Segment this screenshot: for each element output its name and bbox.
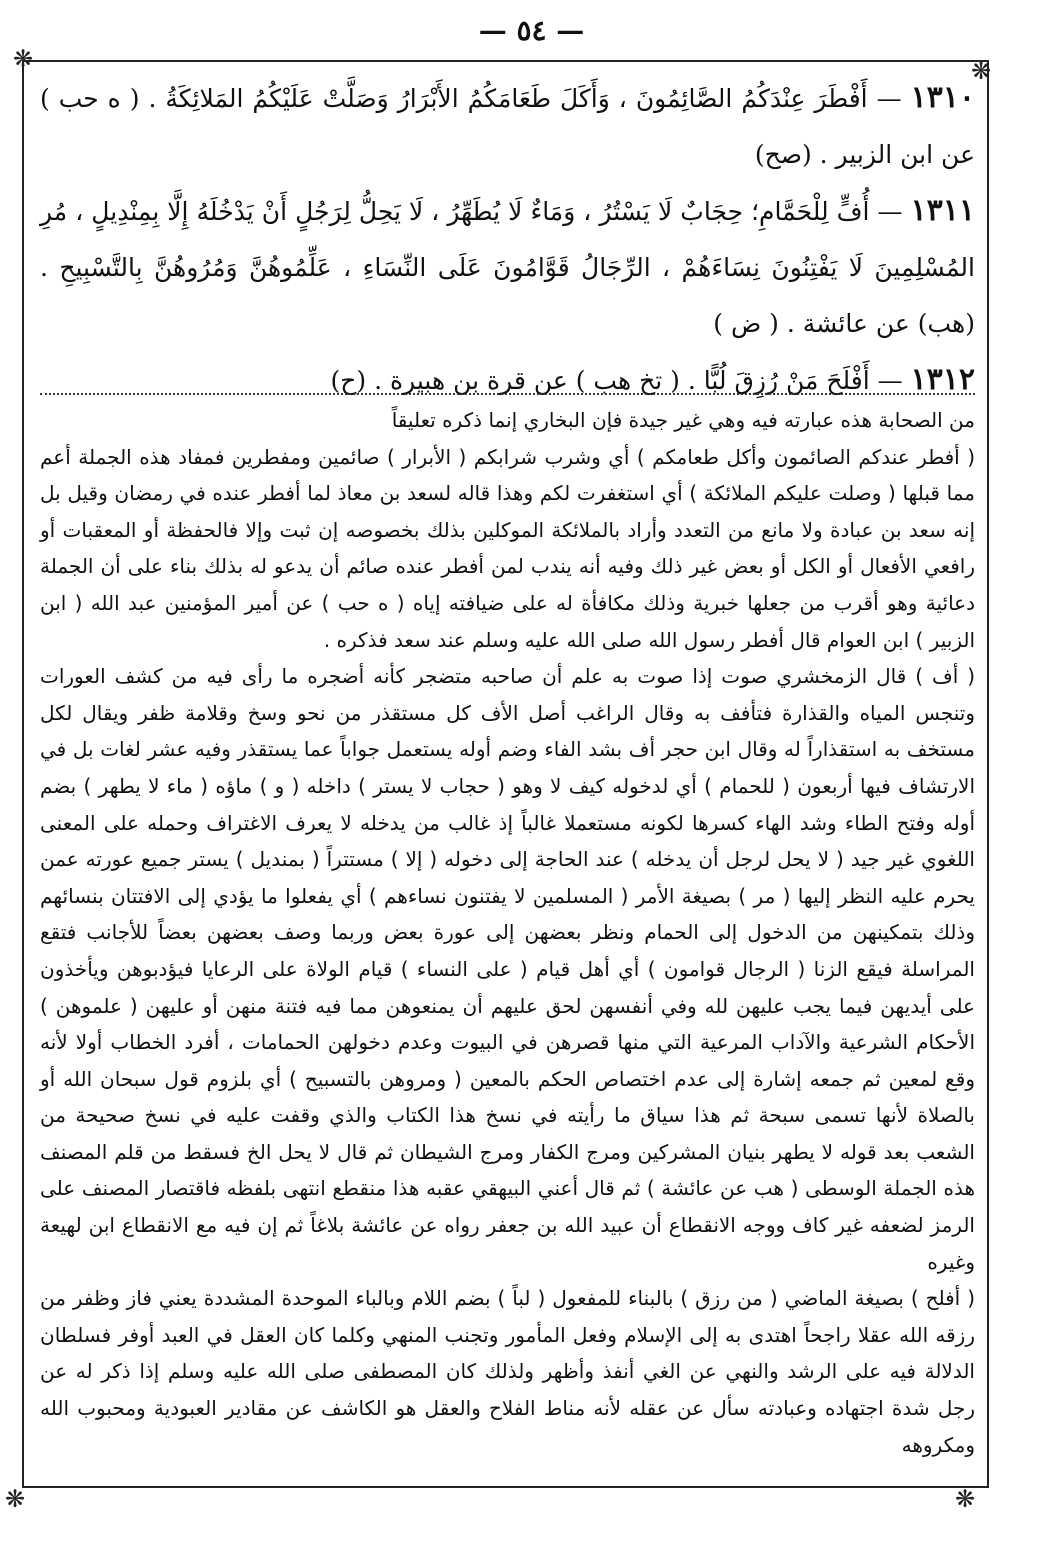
hadith-number: ١٣١٠ bbox=[910, 80, 975, 115]
page-number: — ٥٤ — bbox=[478, 14, 585, 47]
commentary-paragraph: ( أفلح ) بصيغة الماضي ( من رزق ) بالبناء للمفعول ( لباً ) بضم اللام وبالباء الموحدة المشددة يعني فاز وظفر من رزقه الله عقلا راجحاً اهتدى به إلى الإسلام وفعل المأمور وتجنب المنهي وكلما كان العقل في العبد أوفر فسلطان الدلالة فيه على الرشد والنهي عن الغي أنفذ وأظهر ولذلك كان المصطفى صلى الله عليه وسلم إذا ذكر له عن رجل شدة اجتهاده وعبادته سأل عن عقله لأنه مناط الفلاح والعقل هو الكاشف عن مقادير العبودية ومحبوب الله ومكروهه bbox=[40, 1286, 975, 1457]
commentary-section bbox=[40, 402, 975, 1463]
hadith-number: ١٣١٢ bbox=[910, 362, 975, 397]
hadith-number: ١٣١١ bbox=[910, 193, 975, 228]
flourish-ornament-icon: ❋ bbox=[12, 45, 34, 73]
commentary-paragraph: ( أف ) قال الزمخشري صوت إذا صوت به علم أن صاحبه متضجر كأنه أضجره ما رأى فيه من كشف العورات وتنجس المياه والقذارة فتأفف به وقال الراغب أصل الأف كل مستقذر من نحو وسخ وقلامة ظفر ويقال لكل مستخف به استقذاراً له وقال ابن حجر أف بشد الفاء وضم أوله يستعمل جواباً عما يستقذر وفيه عشر لغات بل في الارتشاف فيها أربعون ( للحمام ) أي لدخوله كيف لا وهو ( حجاب لا يستر ) داخله ( و ) ماؤه ( ماء لا يطهر ) بضم أوله وفتح الطاء وشد الهاء كسرها لكونه مستعملا غالباً إذ غالب من يدخله لا يعرف الاغتراف وحمله على المعنى اللغوي غير جيد ( لا يحل لرجل أن يدخله ) عند الحاجة إلى دخوله ( إلا ) مستتراً ( بمنديل ) يستر جميع عورته عمن يحرم عليه النظر إليها ( مر ) بصيغة الأمر ( المسلمين لا يفتنون نساءهم ) أي يفعلوا ما يؤدي إلى الافتتان بنسائهم وذلك بتمكينهن من الدخول إلى الحمام ونظر بعضهن إلى عورة بعض وربما وصف بعضهن بعضاً للأجانب فتقع المراسلة فيقع الزنا ( الرجال قوامون ) أي أهل قيام ( على النساء ) قيام الولاة على الرعايا فيؤدبوهن ويأخذون على أيديهن فيما يجب عليهن لله وفي أنفسهن لحق عليهم أن يمنعوهن مما فيه فتنة منهن أو عليهن ( علموهن ) الأحكام الشرعية والآداب المرعية التي منها قصرهن في البيوت وعدم دخولهن الحمامات ، أفرد الخطاب أولا لأنه وقع لمعين ثم جمعه إشارة إلى عدم اختصاص الحكم بالمعين ( ومروهن بالتسبيح ) أي بلزوم قول سبحان الله أو بالصلاة لأنها تسمى سبحة ثم هذا سياق ما رأيته في نسخ هذا الكتاب والذي وقفت عليه في نسخ صحيحة من الشعب بعد قوله لا يطهر بنيان المشركين ومرج الكفار ومرج الشيطان ثم قال لا يحل الخ فسقط من قلم المصنف هذه الجملة الوسطى ( هب عن عائشة ) ثم قال أعني البيهقي عقبه هذا منقطع انتهى بلفظه فاقتصار المصنف على الرمز لضعفه غير كاف ووجه الانقطاع أن عبيد الله بن جعفر رواه عن عائشة بلاغاً ثم إن فيه مع الانقطاع ابن لهيعة وغيره bbox=[40, 664, 975, 1274]
commentary-paragraph: من الصحابة هذه عبارته فيه وهي غير جيدة فإن البخاري إنما ذكره تعليقاً bbox=[391, 408, 975, 432]
dotted-separator bbox=[40, 393, 975, 395]
hadith-entry bbox=[40, 352, 975, 409]
flourish-ornament-icon: ❋ bbox=[954, 1485, 976, 1513]
flourish-ornament-icon: ❋ bbox=[970, 57, 992, 85]
hadith-entry bbox=[40, 183, 975, 352]
hadith-list bbox=[40, 70, 975, 409]
hadith-entry bbox=[40, 70, 975, 183]
hadith-text: — أَفْطَرَ عِنْدَكُمُ الصَّائِمُونَ ، وَأَكَلَ طَعَامَكُمُ الأَبْرَارُ وَصَلَّتْ عَلَيْكُمُ المَلائِكَةُ . ( ه حب ) عن ابن الزبير . (صح) bbox=[40, 84, 975, 169]
hadith-text: — أَفْلَحَ مَنْ رُزِقَ لُبًّا . ( تخ هب ) عن قرة بن هبيرة . (ح) bbox=[330, 366, 903, 395]
hadith-text: — أُفٍّ لِلْحَمَّامِ؛ حِجَابٌ لَا يَسْتُرُ ، وَمَاءٌ لَا يُطَهِّرُ ، لَا يَحِلُّ لِرَجُلٍ أَنْ يَدْخُلَهُ إِلَّا بِمِنْدِيلٍ ، مُرِ المُسْلِمِينَ لَا يَفْتِنُونَ نِسَاءَهُمْ ، الرِّجَالُ قَوَّامُونَ عَلَى النِّسَاءِ ، عَلِّمُوهُنَّ وَمُرُوهُنَّ بِالتَّسْبِيحِ . (هب) عن عائشة . ( ض ) bbox=[40, 197, 975, 338]
flourish-ornament-icon: ❋ bbox=[4, 1485, 26, 1513]
commentary-paragraph: ( أفطر عندكم الصائمون وأكل طعامكم ) أي وشرب شرابكم ( الأبرار ) صائمين ومفطرين فمفاد هذه الجملة أعم مما قبلها ( وصلت عليكم الملائكة ) أي استغفرت لكم وهذا قاله لسعد بن معاذ لما أفطر عنده في رمضان وقيل بل إنه سعد بن عبادة ولا مانع من التعدد وأراد بالملائكة الموكلين بذلك بخصوصه إن ثبت وإلا فالحفظة أو المعقبات أو رافعي الأفعال أو الكل أو بعض غير ذلك وفيه أنه يندب لمن أفطر عنده صائم أن يدعو له بذلك بناء على أن الجملة دعائية وهو أقرب من جعلها خبرية وذلك مكافأة له على ضيافته إياه ( ه حب ) عن أمير المؤمنين عبد الله ( ابن الزبير ) ابن العوام قال أفطر رسول الله صلى الله عليه وسلم عند سعد فذكره . bbox=[40, 444, 975, 652]
